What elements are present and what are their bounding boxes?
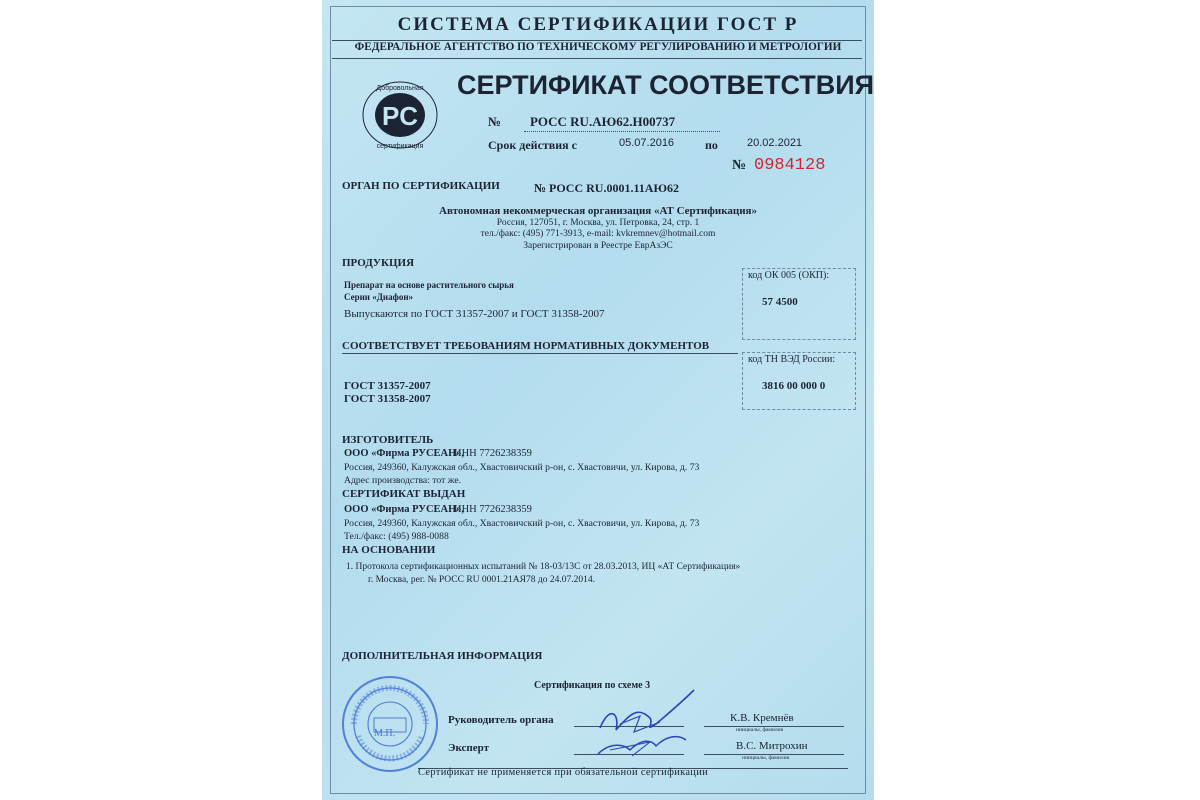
basis-line-2: г. Москва, рег. № РОСС RU 0001.21АЯ78 до 24.07.2014. bbox=[368, 575, 595, 585]
valid-to: 20.02.2021 bbox=[747, 137, 803, 149]
product-label: ПРОДУКЦИЯ bbox=[342, 257, 415, 269]
cert-number-line bbox=[524, 131, 720, 132]
serial-number: 0984128 bbox=[754, 156, 826, 175]
manufacturer-label: ИЗГОТОВИТЕЛЬ bbox=[342, 434, 434, 446]
organ-contacts: тел./факс: (495) 771-3913, e-mail: kvkremnev@hotmail.com bbox=[480, 229, 716, 239]
organ-name: Автономная некоммерческая организация «АТ Сертификация» bbox=[439, 205, 757, 217]
stamp-label: М.П. bbox=[374, 728, 396, 739]
valid-from: 05.07.2016 bbox=[619, 137, 675, 149]
expert-name-caption: инициалы, фамилия bbox=[742, 755, 790, 761]
product-line-2: Серии «Диафон» bbox=[344, 292, 414, 302]
cert-no-label: № bbox=[488, 114, 502, 129]
product-line-1: Препарат на основе растительного сырья bbox=[344, 280, 514, 290]
issued-name: ООО «Фирма РУСЕАН», bbox=[344, 504, 465, 515]
organ-number: № РОСС RU.0001.11АЮ62 bbox=[534, 181, 679, 195]
handwritten-signatures bbox=[590, 684, 710, 764]
basis-label: НА ОСНОВАНИИ bbox=[342, 544, 436, 556]
validity-to-label: по bbox=[705, 138, 718, 152]
issued-label: СЕРТИФИКАТ ВЫДАН bbox=[342, 488, 466, 500]
okp-label: код ОК 005 (ОКП): bbox=[748, 270, 830, 281]
head-name-caption: инициалы, фамилия bbox=[736, 727, 784, 733]
gost-r-logo bbox=[360, 78, 440, 152]
system-title: СИСТЕМА СЕРТИФИКАЦИИ ГОСТ Р bbox=[397, 14, 799, 35]
expert-label: Эксперт bbox=[448, 742, 490, 754]
logo-letters: PC bbox=[381, 101, 419, 131]
agency-name: ФЕДЕРАЛЬНОЕ АГЕНТСТВО ПО ТЕХНИЧЕСКОМУ РЕГУЛИРОВАНИЮ И МЕТРОЛОГИИ bbox=[354, 41, 842, 53]
conformity-label: СООТВЕТСТВУЕТ ТРЕБОВАНИЯМ НОРМАТИВНЫХ ДОКУМЕНТОВ bbox=[342, 340, 710, 352]
header-divider-2 bbox=[332, 58, 862, 59]
expert-name: В.С. Митрохин bbox=[736, 740, 808, 752]
manufacturer-name: ООО «Фирма РУСЕАН», bbox=[344, 448, 465, 459]
issued-address: Россия, 249360, Калужская обл., Хвастовичский р-он, с. Хвастовичи, ул. Кирова, д. 73 bbox=[344, 518, 700, 529]
organ-label: ОРГАН ПО СЕРТИФИКАЦИИ bbox=[342, 180, 500, 192]
organ-address: Россия, 127051, г. Москва, ул. Петровка, 24, стр. 1 bbox=[496, 218, 700, 228]
issued-phone: Тел./факс: (495) 988-0088 bbox=[344, 531, 449, 542]
okp-value: 57 4500 bbox=[762, 296, 798, 308]
certificate-document bbox=[322, 0, 874, 800]
official-stamp bbox=[340, 674, 440, 774]
cert-number: РОСС RU.АЮ62.H00737 bbox=[530, 114, 676, 129]
manufacturer-production: Адрес производства: тот же. bbox=[344, 475, 462, 486]
serial-label: № bbox=[732, 158, 747, 173]
organ-registered: Зарегистрирован в Реестре ЕврАзЭС bbox=[523, 241, 673, 251]
logo-top-text: Добровольная bbox=[376, 85, 424, 92]
basis-line-1: 1. Протокола сертификационных испытаний № 18-03/13С от 28.03.2013, ИЦ «АТ Сертификация» bbox=[346, 562, 741, 572]
head-name: К.В. Кремнёв bbox=[730, 712, 794, 724]
tnved-value: 3816 00 000 0 bbox=[762, 380, 826, 392]
footer-note: Сертификат не применяется при обязательной сертификации bbox=[418, 767, 709, 778]
validity-label: Срок действия с bbox=[488, 138, 577, 152]
conformity-underline bbox=[342, 353, 738, 354]
conformity-doc-1: ГОСТ 31357-2007 bbox=[344, 380, 431, 392]
logo-bottom-text: сертификация bbox=[376, 143, 424, 150]
certificate-title: СЕРТИФИКАТ СООТВЕТСТВИЯ bbox=[457, 70, 874, 100]
manufacturer-inn: ИНН 7726238359 bbox=[454, 448, 532, 459]
tnved-label: код ТН ВЭД России: bbox=[748, 354, 836, 365]
additional-label: ДОПОЛНИТЕЛЬНАЯ ИНФОРМАЦИЯ bbox=[342, 650, 543, 662]
certification-scheme: Сертификация по схеме 3 bbox=[534, 680, 651, 691]
issued-inn: ИНН 7726238359 bbox=[454, 504, 532, 515]
product-line-3: Выпускаются по ГОСТ 31357-2007 и ГОСТ 31358-2007 bbox=[344, 308, 605, 320]
manufacturer-address: Россия, 249360, Калужская обл., Хвастовичский р-он, с. Хвастовичи, ул. Кирова, д. 73 bbox=[344, 462, 700, 473]
head-label: Руководитель органа bbox=[448, 714, 554, 726]
conformity-doc-2: ГОСТ 31358-2007 bbox=[344, 393, 431, 405]
